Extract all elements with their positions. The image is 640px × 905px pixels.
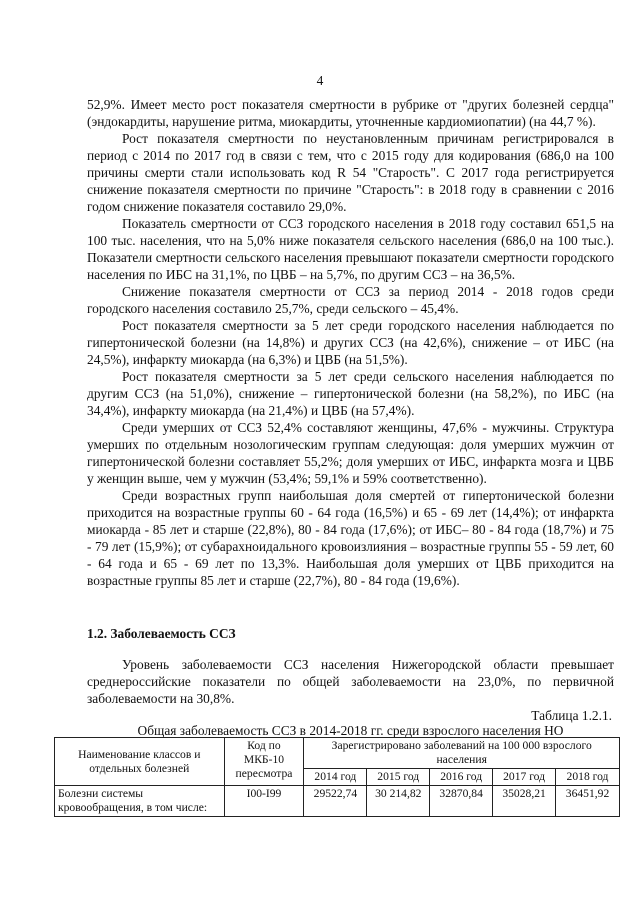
table-header-row: [55, 738, 620, 769]
table-cell: 35028,21: [493, 786, 556, 817]
section-title: 1.2. Заболеваемость ССЗ: [87, 626, 236, 641]
table-cell: 29522,74: [304, 786, 367, 817]
paragraph: Уровень заболеваемости ССЗ населения Нижегородской области превышает среднероссийские показатели по общей заболеваемости на 23,0%, по первичной заболеваемости на 30,8%.: [87, 657, 614, 706]
body-text: [87, 96, 614, 589]
paragraph: Рост показателя смертности за 5 лет среди городского населения наблюдается по гипертонической болезни (на 14,8%) и других ССЗ (на 42,6%), снижение – от ИБС (на 24,5%), инфаркту миокарда (на 6,3%) и ЦВБ (на 51,5%).: [87, 318, 614, 367]
table-cell: 30 214,82: [367, 786, 430, 817]
paragraph: Рост показателя смертности за 5 лет среди сельского населения наблюдается по другим ССЗ (на 51,0%), снижение – гипертонической болезни (на 58,2%), по ИБС (на 34,4%), инфаркту миокарда (на 21,4%) и ЦВБ (на 57,4%).: [87, 369, 614, 418]
table-header-cell: 2018 год: [556, 769, 620, 786]
paragraph: Среди умерших от ССЗ 52,4% составляют женщины, 47,6% - мужчины. Структура умерших по отдельным нозологическим группам следующая: доля умерших мужчин от гипертонической болезни составляет 55,2%; доля умерших от ИБС, инфаркта мозга и ЦВБ у женщин выше, чем у мужчин (53,4%; 59,1% и 59% соответственно).: [87, 420, 614, 486]
table-cell: 32870,84: [430, 786, 493, 817]
paragraph: Рост показателя смертности по неустановленным причинам регистрировался в период с 2014 по 2017 год в связи с тем, что с 2015 году для кодирования (686,0 на 100 причины смерти стали использовать код R 54 "Старость". С 2017 года регистрируется снижение показателя смертности по причине "Старость": в 2018 году в сравнении с 2016 годом снижение показателя составило 29,0%.: [87, 131, 614, 214]
paragraph: 52,9%. Имеет место рост показателя смертности в рубрике от "других болезней сердца" (эндокардиты, нарушение ритма, миокардиты, уточненные кардиомиопатии) (на 44,7 %).: [87, 97, 614, 129]
morbidity-table: [54, 737, 620, 817]
page-number: 4: [316, 73, 324, 88]
table-header-cell: 2017 год: [493, 769, 556, 786]
table-cell: 36451,92: [556, 786, 620, 817]
table-header-cell: 2016 год: [430, 769, 493, 786]
table-header-cell: 2015 год: [367, 769, 430, 786]
table-number: Таблица 1.2.1.: [531, 708, 612, 723]
table-cell: I00-I99: [224, 786, 304, 817]
paragraph: Снижение показателя смертности от ССЗ за период 2014 - 2018 годов среди городского населения составило 25,7%, среди сельского – 45,4%.: [87, 284, 614, 316]
section-body: [87, 656, 614, 707]
table-header-cell: Код по МКБ-10 пересмотра: [224, 738, 304, 786]
table-row: [55, 786, 620, 817]
table-header-cell: Зарегистрировано заболеваний на 100 000 взрослого населения: [304, 738, 620, 769]
table-cell: Болезни системы кровообращения, в том числе:: [55, 786, 225, 817]
table-header-cell: Наименование классов и отдельных болезней: [55, 738, 225, 786]
paragraph: Показатель смертности от ССЗ городского населения в 2018 году составил 651,5 на 100 тыс. населения, что на 5,0% ниже показателя сельского населения (686,0 на 100 тыс.). Показатели смертности сельского населения превышают показатели смертности городского населения по ИБС на 31,1%, по ЦВБ – на 5,7%, по другим ССЗ – на 36,5%.: [87, 216, 614, 282]
table-header-cell: 2014 год: [304, 769, 367, 786]
table-caption: Общая заболеваемость ССЗ в 2014-2018 гг. среди взрослого населения НО: [137, 723, 564, 738]
paragraph: Среди возрастных групп наибольшая доля смертей от гипертонической болезни приходится на возрастные группы 60 - 64 года (16,5%) и 65 - 69 лет (14,4%); от инфаркта миокарда - 85 лет и старше (22,8%), 80 - 84 года (17,6%); от ИБС– 80 - 84 года (18,7%) и 75 - 79 лет (15,9%); от субарахноидального кровоизлияния – возрастные группы 55 - 59 лет, 60 - 64 года и 65 - 69 лет по 13,3%. Наибольшая доля умерших от ЦВБ приходится на возрастные группы 85 лет и старше (22,7%), 80 - 84 года (19,6%).: [87, 488, 614, 588]
